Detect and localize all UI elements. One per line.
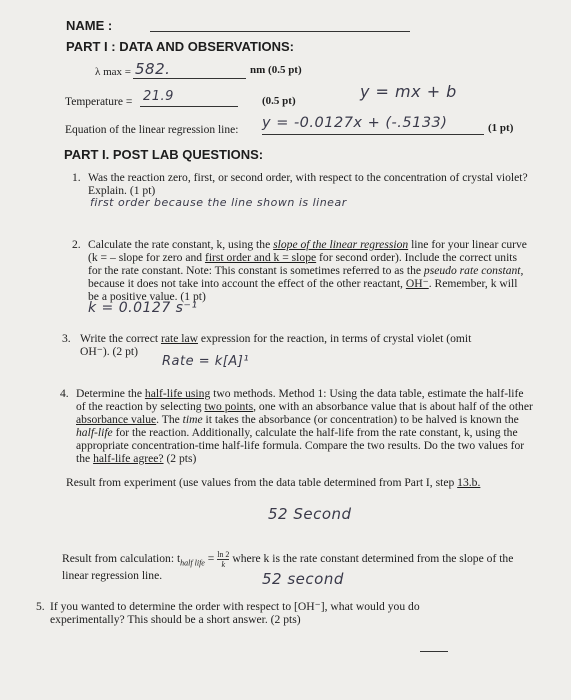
q1-text: Was the reaction zero, first, or second order, with respect to the concentration of crystal violet? Explain. (1 pt): [88, 171, 528, 197]
equation-hint: y = mx + b: [360, 82, 457, 101]
name-label: NAME :: [66, 18, 113, 33]
name-field-line[interactable]: [150, 31, 410, 32]
regression-line: [262, 134, 484, 135]
lambda-unit: nm (0.5 pt): [250, 64, 302, 76]
regression-points: (1 pt): [488, 122, 514, 134]
lambda-label: λ max =: [95, 66, 131, 78]
temperature-line: [140, 106, 238, 107]
lambda-value: 582.: [135, 60, 171, 78]
q5-number: 5.: [36, 600, 45, 613]
q4-experiment-text: Result from experiment (use values from the data table determined from Part I, step 13.b.: [66, 476, 481, 489]
regression-label: Equation of the linear regression line:: [65, 124, 239, 136]
q3-number: 3.: [62, 332, 71, 345]
q5-text: If you wanted to determine the order with respect to [OH⁻], what would you do experimentally? This should be a short answer. (2 pts): [50, 600, 420, 626]
q4-calculation-text: Result from calculation: $t_{half life}$ = $\frac{\ln 2}{k}$ where k is the rate constant determined from the slope of the linear regression line.: [62, 550, 514, 583]
q1-answer: first order because the line shown is linear: [90, 196, 347, 209]
part1-title: PART I : DATA AND OBSERVATIONS:: [66, 39, 294, 54]
q5-answer-line[interactable]: [420, 651, 448, 652]
q2-answer: k = 0.0127 s⁻¹: [88, 300, 198, 316]
q4-calculation-answer: 52 second: [262, 570, 344, 588]
q4-number: 4.: [60, 387, 69, 400]
q4-text: Determine the half-life using two methods. Method 1: Using the data table, estimate the half-life of the reaction by selecting two points, one with an absorbance value that is about half of the other absorbance value. The time it takes the absorbance (or concentration) to be halved is known the half-life for the reaction. Additionally, calculate the half-life from the rate constant, k, using the appropriate concentration-time half-life formula. Compare the two results. Do the two values for the half-life agree? (2 pts): [76, 387, 533, 465]
q2-number: 2.: [72, 238, 81, 251]
regression-value: y = -0.0127x + (-.5133): [262, 115, 448, 131]
questions-title: PART I. POST LAB QUESTIONS:: [64, 147, 264, 162]
q1-number: 1.: [72, 171, 81, 184]
temperature-value: 21.9: [143, 89, 174, 104]
temperature-label: Temperature =: [65, 96, 133, 108]
q2-text: Calculate the rate constant, k, using the slope of the linear regression line for your linear curve (k = – slope for zero and first order and k = slope for second order). Include the correct units for the rate constant. Note: This constant is sometimes referred to as the pseudo rate constant, because it does not take into account the effect of the other reactant, OH⁻. Remember, k will be a positive value. (1 pt): [88, 238, 527, 303]
q3-text: Write the correct rate law expression for the reaction, in terms of crystal violet (omit OH⁻). (2 pt): [80, 332, 472, 358]
temperature-points: (0.5 pt): [262, 95, 296, 107]
q3-answer: Rate = k[A]¹: [162, 354, 250, 369]
lambda-line: [133, 78, 246, 79]
q4-experiment-answer: 52 Second: [268, 505, 352, 523]
